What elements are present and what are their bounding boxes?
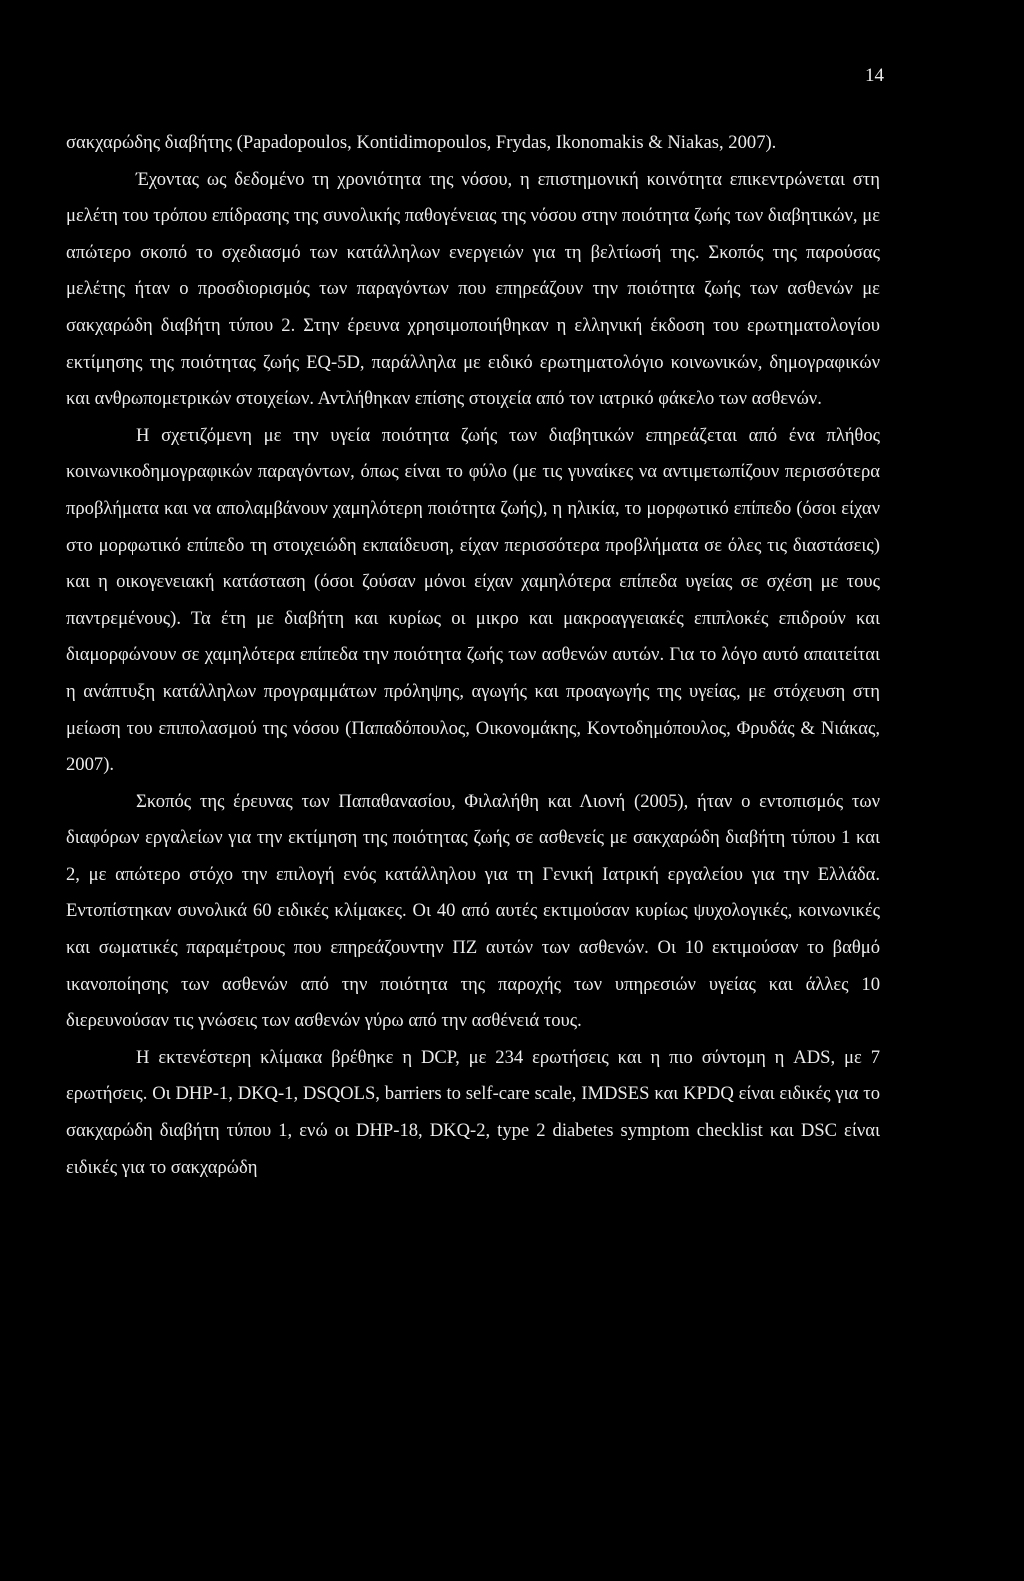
paragraph-assessment-tools: Σκοπός της έρευνας των Παπαθανασίου, Φιλαλήθη και Λιονή (2005), ήταν ο εντοπισμός των διαφόρων εργαλείων για την εκτίμηση της ποιότητας ζωής σε ασθενείς με σακχαρώδη διαβήτη τύπου 1 και 2, με απώτερο στόχο την επιλογή ενός κατάλληλου για τη Γενική Ιατρική εργαλείου για την Ελλάδα. Εντοπίστηκαν συνολικά 60 ειδικές κλίμακες. Οι 40 από αυτές εκτιμούσαν κυρίως ψυχολογικές, κοινωνικές και σωματικές παραμέτρους που επηρεάζουντην ΠΖ αυτών των ασθενών. Οι 10 εκτιμούσαν το βαθμό ικανοποίησης των ασθενών από την ποιότητα της παροχής των υπηρεσιών υγείας και άλλες 10 διερευνούσαν τις γνώσεις των ασθενών γύρω από την ασθένειά τους.	[66, 790, 880, 1032]
paragraph-scales: Η εκτενέστερη κλίμακα βρέθηκε η DCP, με 234 ερωτήσεις και η πιο σύντομη η ADS, με 7 ερωτήσεις. Οι DHP-1, DKQ-1, DSQOLS, barriers to self-care scale, IMDSES και KPDQ είναι ειδικές για το σακχαρώδη διαβήτη τύπου 1, ενώ οι DHP-18, DKQ-2, type 2 diabetes symptom checklist και DSC είναι ειδικές για το σακχαρώδη	[66, 1046, 880, 1178]
paragraph-citation-continuation: σακχαρώδης διαβήτης (Papadopoulos, Kontidimopoulos, Frydas, Ikonomakis & Niakas, 2007).	[66, 132, 777, 153]
paragraph-study-purpose: Έχοντας ως δεδομένο τη χρονιότητα της νόσου, η επιστημονική κοινότητα επικεντρώνεται στη μελέτη του τρόπου επίδρασης της συνολικής παθογένειας της νόσου στην ποιότητα ζωής των διαβητικών, με απώτερο σκοπό το σχεδιασμό των κατάλληλων ενεργειών για τη βελτίωσή της. Σκοπός της παρούσας μελέτης ήταν ο προσδιορισμός των παραγόντων που επηρεάζουν την ποιότητα ζωής των ασθενών με σακχαρώδη διαβήτη τύπου 2. Στην έρευνα χρησιμοποιήθηκαν η ελληνική έκδοση του ερωτηματολογίου εκτίμησης της ποιότητας ζωής EQ-5D, παράλληλα με ειδικό ερωτηματολόγιο κοινωνικών, δημογραφικών και ανθρωπομετρικών στοιχείων. Αντλήθηκαν επίσης στοιχεία από τον ιατρικό φάκελο των ασθενών.	[66, 168, 880, 410]
page-number: 14	[865, 65, 884, 86]
document-body	[66, 125, 880, 1186]
paragraph-quality-of-life-factors: Η σχετιζόμενη με την υγεία ποιότητα ζωής των διαβητικών επηρεάζεται από ένα πλήθος κοινωνικοδημογραφικών παραγόντων, όπως είναι το φύλο (με τις γυναίκες να αντιμετωπίζουν περισσότερα προβλήματα και να απολαμβάνουν χαμηλότερη ποιότητα ζωής), η ηλικία, το μορφωτικό επίπεδο (όσοι είχαν στο μορφωτικό επίπεδο τη στοιχειώδη εκπαίδευση, είχαν περισσότερα προβλήματα σε όλες τις διαστάσεις) και η οικογενειακή κατάσταση (όσοι ζούσαν μόνοι είχαν χαμηλότερα επίπεδα υγείας σε σχέση με τους παντρεμένους). Τα έτη με διαβήτη και κυρίως οι μικρο και μακροαγγειακές επιπλοκές επιδρούν και διαμορφώνουν σε χαμηλότερα επίπεδα την ποιότητα ζωής των ασθενών αυτών. Για το λόγο αυτό απαιτείται η ανάπτυξη κατάλληλων προγραμμάτων πρόληψης, αγωγής και προαγωγής της υγείας, με στόχευση στη μείωση του επιπολασμού της νόσου (Παπαδόπουλος, Οικονομάκης, Κοντοδημόπουλος, Φρυδάς & Νιάκας, 2007).	[66, 424, 880, 776]
